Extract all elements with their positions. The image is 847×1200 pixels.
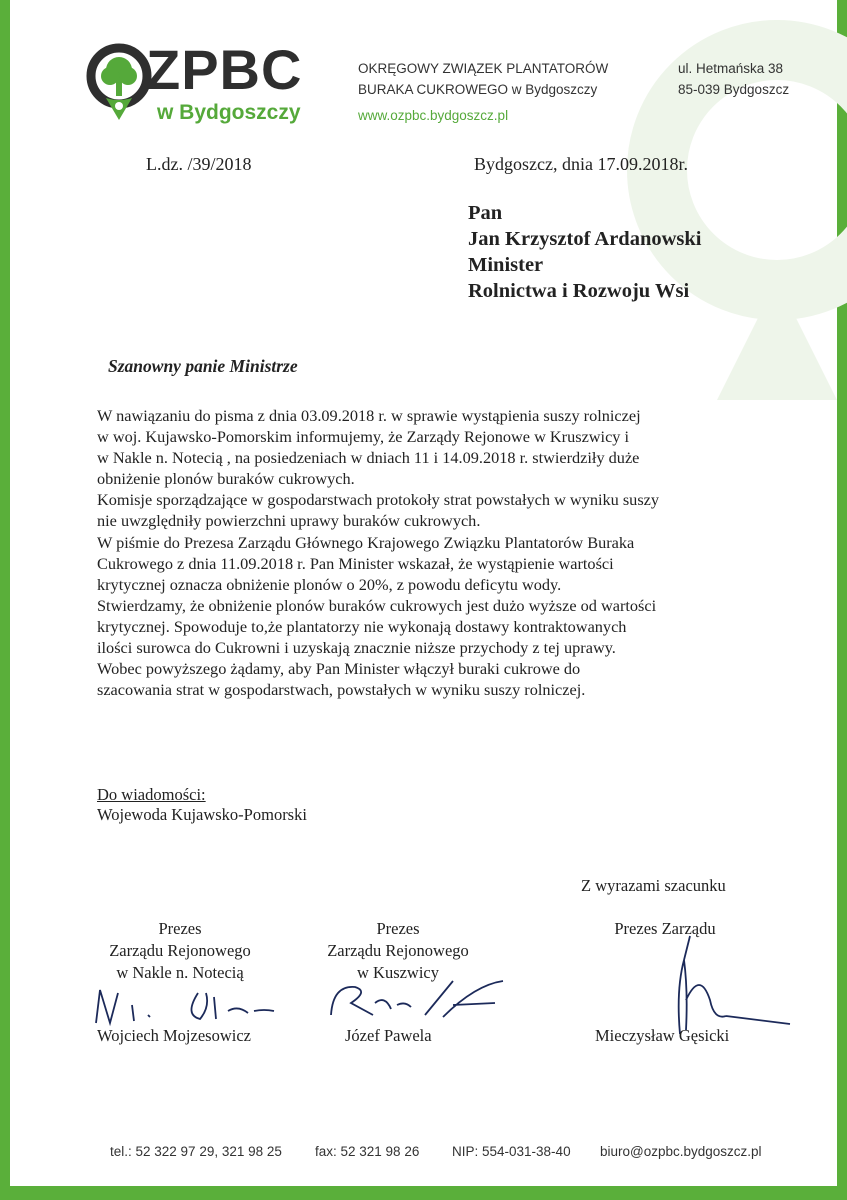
body-line: Komisje sporządzające w gospodarstwach protokoły strat powstałych w wyniku suszy [97, 490, 660, 510]
body-line: w Nakle n. Notecią , na posiedzeniach w dniach 11 i 14.09.2018 r. stwierdziły duże [97, 448, 640, 468]
body-line: W nawiązaniu do pisma z dnia 03.09.2018 r. w sprawie wystąpienia suszy rolniczej [97, 406, 641, 425]
handwritten-signature [88, 985, 288, 1030]
signatory-title: w Nakle n. Notecią [116, 963, 244, 982]
footer-nip: NIP: 554-031-38-40 [452, 1144, 571, 1159]
body-line: Stwierdzamy, że obniżenie plonów buraków cukrowych jest dużo wyższe od wartości [97, 595, 657, 615]
page-border-left [0, 0, 10, 1200]
body-line: krytycznej. Spowoduje to,że plantatorzy nie wykonają dostawy kontraktowanych [97, 616, 627, 636]
handwritten-signature [650, 930, 800, 1040]
cc-recipient: Wojewoda Kujawsko-Pomorski [97, 805, 307, 824]
salutation: Szanowny panie Ministrze [108, 356, 298, 376]
body-line: w woj. Kujawsko-Pomorskim informujemy, że Zarządy Rejonowe w Kruszwicy i [97, 427, 630, 447]
recipient-block [468, 200, 701, 304]
reference-number: L.dz. /39/2018 [146, 154, 252, 174]
logo-wordmark: ZPBC [146, 38, 303, 101]
body-line: nie uwzględniły powierzchni uprawy buraków cukrowych. [97, 511, 481, 531]
body-line: Cukrowego z dnia 11.09.2018 r. Pan Minister wskazał, że wystąpienie wartości [97, 553, 614, 573]
handwritten-signature [325, 975, 515, 1025]
body-line: ilości surowca do Cukrowni i uzyskają znacznie niższe przychody z tej uprawy. [97, 638, 616, 658]
address-street: ul. Hetmańska 38 [678, 61, 784, 76]
signatory-title: Zarządu Rejonowego [327, 941, 469, 960]
recipient-line: Pan [468, 202, 503, 224]
recipient-title: Minister [468, 254, 544, 276]
signatory-title: Prezes Zarządu [614, 919, 716, 938]
website-link[interactable]: www.ozpbc.bydgoszcz.pl [358, 108, 509, 123]
organization-name [358, 58, 608, 126]
signatory-title: Prezes [376, 919, 420, 938]
recipient-name: Jan Krzysztof Ardanowski [468, 228, 702, 250]
signatory-title: Zarządu Rejonowego [109, 941, 251, 960]
signatory-title: w Kuszwicy [356, 963, 440, 982]
signatory-title-block [85, 918, 275, 984]
body-line: Wobec powyższego żądamy, aby Pan Minister włączył buraki cukrowe do [97, 659, 581, 679]
recipient-ministry: Rolnictwa i Rozwoju Wsi [468, 280, 690, 302]
footer-phone: tel.: 52 322 97 29, 321 98 25 [110, 1144, 282, 1159]
signatory-name: Wojciech Mojzesowicz [97, 1026, 251, 1045]
footer-email[interactable]: biuro@ozpbc.bydgoszcz.pl [600, 1144, 762, 1159]
org-line-1: OKRĘGOWY ZWIĄZEK PLANTATORÓW [358, 61, 609, 76]
footer-fax: fax: 52 321 98 26 [315, 1144, 420, 1159]
letter-body [97, 405, 757, 700]
signatory-title: Prezes [158, 919, 202, 938]
cc-label: Do wiadomości: [97, 785, 206, 804]
body-line: krytycznej oznacza obniżenie plonów o 20%, z powodu deficytu wody. [97, 574, 562, 594]
letter-date: Bydgoszcz, dnia 17.09.2018r. [474, 154, 688, 174]
org-line-2: BURAKA CUKROWEGO w Bydgoszczy [358, 82, 598, 97]
body-line: W piśmie do Prezesa Zarządu Głównego Krajowego Związku Plantatorów Buraka [97, 532, 635, 552]
org-address [678, 58, 789, 100]
address-city: 85-039 Bydgoszcz [678, 82, 790, 97]
closing-phrase: Z wyrazami szacunku [581, 876, 726, 895]
signatory-name: Mieczysław Gęsicki [595, 1026, 730, 1045]
body-line: obniżenie plonów buraków cukrowych. [97, 469, 355, 489]
signatory-name: Józef Pawela [345, 1026, 432, 1045]
body-line: szacowania strat w gospodarstwach, powstałych w wyniku suszy rolniczej. [97, 680, 586, 700]
logo-subtitle: w Bydgoszczy [157, 101, 301, 124]
